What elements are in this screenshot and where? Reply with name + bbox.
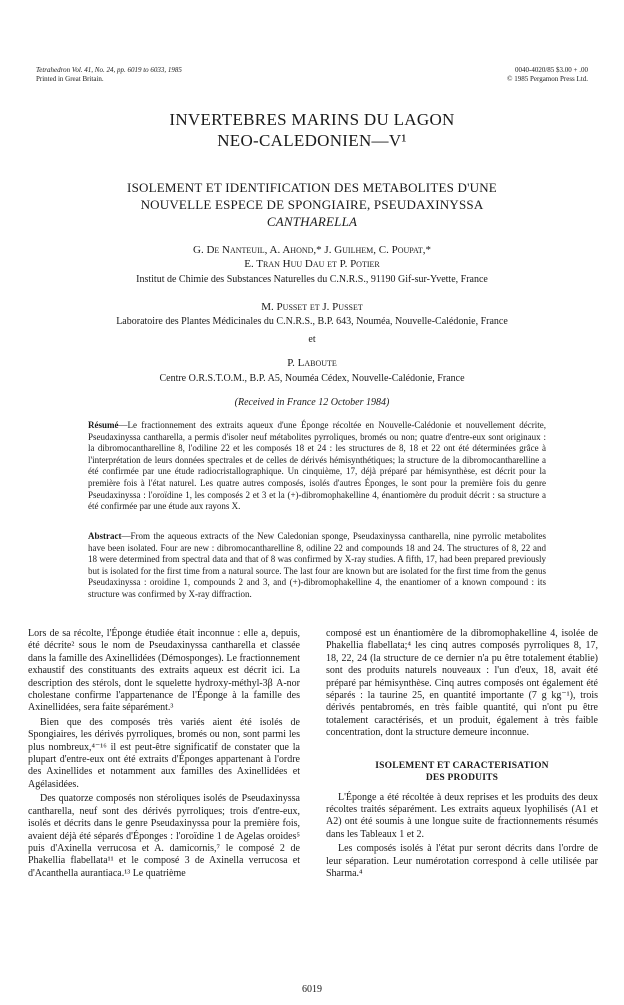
abstract-text: —From the aqueous extracts of the New Caledonian sponge, Pseudaxinyssa cantharella, nine pyrrolic metabolites have been isolated. Four are new : dibromocantharelline 8, odiline 22 and compounds 18 and 24. The structures of 8, 22 and 18 were determined from spectral data and that of 8 was confirmed by X-ray studies. A fifth, 17, had been prepared previously but is isolated for the first time from a natural source. The last four are known but are isolated for the first time from the genus Pseudaxinyssa : oroidine 1, compounds 2 and 3, and (+)-dibromophakelline 4, the enantiomer of a known compound : its structure was confirmed by X-ray diffraction. — [88, 531, 546, 599]
affiliation-1: Institut de Chimie des Substances Naturelles du C.N.R.S., 91190 Gif-sur-Yvette, France — [136, 274, 488, 285]
resume-block — [88, 420, 546, 513]
paper-subtitle-line3: CANTHARELLA — [266, 214, 358, 229]
section-heading-line1: ISOLEMENT ET CARACTERISATION — [375, 760, 549, 771]
body-column-right — [326, 628, 598, 883]
abstract-label: Abstract — [88, 531, 122, 541]
author-line-1: G. De Nanteuil, A. Ahond,* J. Guilhem, C. Poupat,* — [193, 244, 431, 256]
paper-title-line1: INVERTEBRES MARINS DU LAGON — [169, 110, 455, 129]
copyright-line: © 1985 Pergamon Press Ltd. — [507, 75, 588, 83]
paper-subtitle-line1: ISOLEMENT ET IDENTIFICATION DES METABOLITES D'UNE — [127, 180, 497, 195]
issn-line: 0040-4020/85 $3.00 + .00 — [515, 66, 588, 74]
journal-citation — [36, 66, 182, 84]
journal-line: Tetrahedron Vol. 41, No. 24, pp. 6019 to 6033, 1985 — [36, 66, 182, 74]
author-line-2: E. Tran Huu Dau et P. Potier — [244, 258, 380, 270]
conjunction-et: et — [308, 334, 316, 345]
received-date: (Received in France 12 October 1984) — [234, 397, 390, 408]
resume-label: Résumé — [88, 420, 119, 430]
affiliation-2: Laboratoire des Plantes Médicinales du C.N.R.S., B.P. 643, Nouméa, Nouvelle-Calédonie, France — [116, 316, 508, 327]
paper-title-line2: NEO-CALEDONIEN—V¹ — [217, 131, 407, 150]
page-number: 6019 — [302, 984, 322, 995]
author-line-3: M. Pusset et J. Pusset — [261, 301, 363, 313]
body-paragraph: L'Éponge a été récoltée à deux reprises et les produits des deux récoltes traités séparément. Les extraits aqueux lyophilisés (A1 et A2) ont été soumis à une longue suite de fractionnements résumés dans les Tableaux 1 et 2. — [326, 791, 598, 840]
body-paragraph: Bien que des composés très variés aient été isolés de Spongiaires, les dérivés pyrroliques, bromés ou non, sont parmi les plus nombreux,⁴⁻¹⁶ il est peut-être significatif de constater que la plupart d'entre-eux ont été extraits d'Éponges appartenant à l'ordre des Axinellides et notamment aux familles des Axinellidées et Agélasidées. — [28, 716, 300, 790]
affiliation-3: Centre O.R.S.T.O.M., B.P. A5, Nouméa Cédex, Nouvelle-Calédonie, France — [159, 373, 465, 384]
section-heading — [326, 760, 598, 784]
paper-subtitle-line2: NOUVELLE ESPECE DE SPONGIAIRE, PSEUDAXINYSSA — [140, 197, 484, 212]
body-column-left — [28, 628, 300, 882]
publisher-code — [507, 66, 588, 84]
author-line-4: P. Laboute — [287, 357, 337, 369]
abstract-block — [88, 531, 546, 601]
body-paragraph: composé est un énantiomère de la dibromophakelline 4, isolée de Phakellia flabellata;⁴ les cinq autres composés pyrroliques 8, 17, 18, 22, 24 (la structure de ce dernier n'a pu être totalement établie) sont des produits naturels nouveaux : l'un d'eux, 18, avait été préparé par hémisynthèse. Cinq autres composés ont également été séparés : la taurine 25, en quantité importante (7 g kg⁻¹), trois dérivés pentabromés, en très faible quantité, qui n'ont pu être totalement caractérisés, et un produit, également à très faible concentration, dont la structure demeure inconnue. — [326, 628, 598, 739]
resume-text: —Le fractionnement des extraits aqueux d'une Éponge récoltée en Nouvelle-Calédonie et nouvellement décrite, Pseudaxinyssa cantharella, a permis d'isoler neuf métabolites pyrroliques, bromés ou non; quatre d'entre-eux sont originaux : la dibromocantharelline 8, l'odiline 22 et les composés 18 et 24 : les structures de 8, 18 et 22 ont été déterminées grâce à l'interprétation de leurs données spectrales et de celles de dérivés hémisynthétiques; la structure de la dibromocantharelline a été confirmée par une étude radiocristallographique. Un cinquième, 17, déjà préparé par hémisynthèse, est décrit pour la première fois à l'état naturel. Les quatre autres composés, isolés d'autres Éponges, le sont pour la première fois du genre Pseudaxinyssa : l'oroïdine 1, les composés 2 et 3 et la (+)-dibromophakelline 4, énantiomère du produit décrit : sa structure a été confirmée par une étude aux rayons X. — [88, 420, 546, 512]
body-paragraph: Les composés isolés à l'état pur seront décrits dans l'ordre de leur séparation. Leur numérotation correspond à celle utilisée par Sharma.⁴ — [326, 843, 598, 880]
body-paragraph: Des quatorze composés non stéroliques isolés de Pseudaxinyssa cantharella, neuf sont des dérivés pyrroliques; trois d'entre-eux, isolés et décrits dans le genre Pseudaxinyssa pour la première fois, avaient déjà été séparés d'Éponges : l'oroïdine 1 de Agelas oroides⁵ puis d'Axinella verrucosa et A. damicornis,⁷ le composé 2 de Phakellia flabellata¹¹ et le composé 3 de Axinella verrucosa et d'Acanthella aurantiaca.¹³ Le quatrième — [28, 793, 300, 879]
body-paragraph: Lors de sa récolte, l'Éponge étudiée était inconnue : elle a, depuis, été décrite² sous le nom de Pseudaxinyssa cantharella et classée dans la famille des Axinellidées (Démosponges). Le fractionnement exhaustif des constituants des extraits aqueux est décrit ici. La description des stérols, dont le squelette hydroxy-méthyl-3β A-nor cholestane confirme l'appartenance de l'Éponge à la famille des Axinellidées, sera faite séparément.³ — [28, 628, 300, 714]
section-heading-line2: DES PRODUITS — [425, 772, 499, 783]
printed-line: Printed in Great Britain. — [36, 75, 104, 83]
